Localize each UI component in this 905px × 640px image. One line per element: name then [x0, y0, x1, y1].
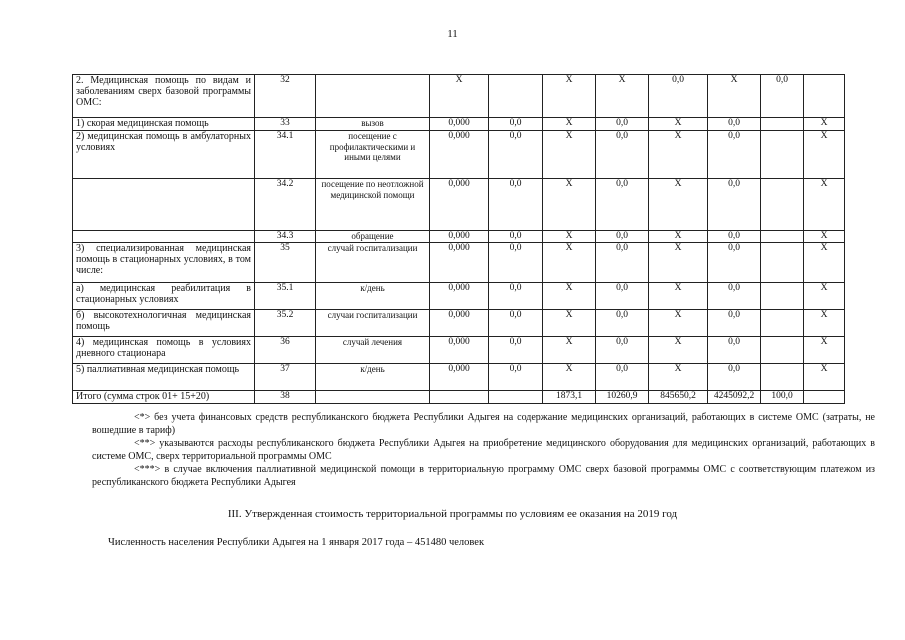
footnote-2: <**> указываются расходы республиканского бюджета Республики Адыгея на приобретение медицинского оборудования для медицинских организаций, работающих в системе ОМС, сверх территориальной программы ОМС — [92, 438, 875, 462]
row-value — [761, 364, 804, 391]
row-volume: 0,000 — [430, 231, 489, 243]
row-value — [761, 337, 804, 364]
row-code: 36 — [255, 337, 316, 364]
row-value — [489, 391, 543, 404]
row-value: X — [804, 179, 845, 231]
footnotes — [92, 411, 875, 489]
table-row — [73, 391, 845, 404]
row-volume: 0,000 — [430, 118, 489, 131]
row-unit — [316, 391, 430, 404]
row-value: X — [543, 364, 596, 391]
table-row — [73, 283, 845, 310]
program-cost-table — [72, 74, 845, 404]
row-value: 0,0 — [489, 337, 543, 364]
table-row — [73, 364, 845, 391]
row-value: X — [596, 75, 649, 118]
row-code: 35 — [255, 243, 316, 283]
row-value: 0,0 — [489, 231, 543, 243]
row-volume: 0,000 — [430, 243, 489, 283]
row-value: 0,0 — [489, 179, 543, 231]
row-value: 0,0 — [708, 243, 761, 283]
row-name — [73, 231, 255, 243]
row-value — [489, 75, 543, 118]
row-value: 0,0 — [708, 310, 761, 337]
row-value: 845650,2 — [649, 391, 708, 404]
row-value — [761, 310, 804, 337]
row-value: 0,0 — [489, 283, 543, 310]
row-volume: X — [430, 75, 489, 118]
row-unit: к/день — [316, 364, 430, 391]
row-value: 0,0 — [489, 243, 543, 283]
row-value: X — [543, 337, 596, 364]
row-value: 0,0 — [708, 283, 761, 310]
row-code: 33 — [255, 118, 316, 131]
row-code: 35.1 — [255, 283, 316, 310]
table-row — [73, 131, 845, 179]
footnote-3: <***> в случае включения паллиативной медицинской помощи в территориальную программу ОМС сверх базовой программы ОМС с соответствующим платежом из республиканского бюджета Республики Адыгея — [92, 464, 875, 488]
row-value: 0,0 — [489, 118, 543, 131]
row-value: X — [649, 337, 708, 364]
row-value: X — [543, 231, 596, 243]
row-value: 4245092,2 — [708, 391, 761, 404]
table-row — [73, 179, 845, 231]
row-name: 5) паллиативная медицинская помощь — [73, 364, 255, 391]
row-value — [761, 118, 804, 131]
row-name: Итого (сумма строк 01+ 15+20) — [73, 391, 255, 404]
row-value — [761, 283, 804, 310]
row-name: 3) специализированная медицинская помощь в стационарных условиях, в том числе: — [73, 243, 255, 283]
row-value: X — [804, 337, 845, 364]
row-value: 0,0 — [596, 364, 649, 391]
row-value: 0,0 — [708, 364, 761, 391]
row-value: X — [708, 75, 761, 118]
row-value: X — [804, 231, 845, 243]
row-name — [73, 179, 255, 231]
row-volume: 0,000 — [430, 364, 489, 391]
row-value: X — [649, 131, 708, 179]
row-value: X — [804, 118, 845, 131]
row-value: 0,0 — [489, 131, 543, 179]
row-code: 35.2 — [255, 310, 316, 337]
row-value: 0,0 — [596, 283, 649, 310]
row-value: 0,0 — [596, 118, 649, 131]
row-volume: 0,000 — [430, 337, 489, 364]
row-value: 0,0 — [489, 310, 543, 337]
row-value: X — [543, 310, 596, 337]
row-value: X — [543, 283, 596, 310]
row-value — [761, 131, 804, 179]
row-value: X — [543, 75, 596, 118]
row-code: 32 — [255, 75, 316, 118]
row-value: X — [649, 310, 708, 337]
table-row — [73, 231, 845, 243]
row-value: X — [543, 118, 596, 131]
row-value: X — [804, 243, 845, 283]
row-value: 0,0 — [708, 179, 761, 231]
row-volume: 0,000 — [430, 131, 489, 179]
row-value: 0,0 — [649, 75, 708, 118]
row-value: X — [649, 179, 708, 231]
row-value: X — [543, 243, 596, 283]
row-unit: посещение по неотложной медицинской помощи — [316, 179, 430, 231]
row-value — [804, 391, 845, 404]
row-value: 1873,1 — [543, 391, 596, 404]
row-value: X — [649, 243, 708, 283]
row-name: б) высокотехнологичная медицинская помощь — [73, 310, 255, 337]
row-unit: случай госпитализации — [316, 243, 430, 283]
row-value: 0,0 — [761, 75, 804, 118]
row-volume: 0,000 — [430, 310, 489, 337]
row-unit: к/день — [316, 283, 430, 310]
row-code: 38 — [255, 391, 316, 404]
row-value: 0,0 — [596, 337, 649, 364]
row-value: X — [543, 179, 596, 231]
row-name: а) медицинская реабилитация в стационарных условиях — [73, 283, 255, 310]
population-statement: Численность населения Республики Адыгея на 1 января 2017 года – 451480 человек — [108, 537, 485, 548]
row-value: 0,0 — [489, 364, 543, 391]
row-value — [804, 75, 845, 118]
row-value — [761, 231, 804, 243]
row-value: 100,0 — [761, 391, 804, 404]
row-name: 2. Медицинская помощь по видам и заболеваниям сверх базовой программы ОМС: — [73, 75, 255, 118]
row-value: X — [804, 364, 845, 391]
page-number: 11 — [447, 28, 458, 40]
row-value: X — [649, 283, 708, 310]
row-value — [761, 179, 804, 231]
row-value: 0,0 — [708, 231, 761, 243]
row-value: 0,0 — [596, 231, 649, 243]
row-unit — [316, 75, 430, 118]
section-heading: III. Утвержденная стоимость территориальной программы по условиям ее оказания на 2019 год — [227, 508, 678, 520]
row-value: X — [804, 283, 845, 310]
row-volume — [430, 391, 489, 404]
row-value: X — [649, 231, 708, 243]
row-volume: 0,000 — [430, 179, 489, 231]
row-value: 0,0 — [708, 131, 761, 179]
row-code: 34.2 — [255, 179, 316, 231]
row-value: 0,0 — [596, 131, 649, 179]
row-name: 2) медицинская помощь в амбулаторных условиях — [73, 131, 255, 179]
row-volume: 0,000 — [430, 283, 489, 310]
row-unit: обращение — [316, 231, 430, 243]
footnote-1: <*> без учета финансовых средств республиканского бюджета Республики Адыгея на содержание медицинских организаций, работающих в системе ОМС (затраты, не вошедшие в тариф) — [92, 412, 875, 436]
row-code: 37 — [255, 364, 316, 391]
table-row — [73, 243, 845, 283]
row-name: 1) скорая медицинская помощь — [73, 118, 255, 131]
row-value: X — [804, 131, 845, 179]
table-row — [73, 337, 845, 364]
table-row — [73, 310, 845, 337]
row-value: 0,0 — [708, 337, 761, 364]
table-row — [73, 118, 845, 131]
row-value — [761, 243, 804, 283]
row-value: X — [649, 118, 708, 131]
row-unit: случаи госпитализации — [316, 310, 430, 337]
row-value: 0,0 — [596, 179, 649, 231]
row-value: 0,0 — [708, 118, 761, 131]
row-value: X — [543, 131, 596, 179]
row-value: X — [804, 310, 845, 337]
row-unit: случай лечения — [316, 337, 430, 364]
row-value: 0,0 — [596, 310, 649, 337]
row-value: X — [649, 364, 708, 391]
row-code: 34.1 — [255, 131, 316, 179]
row-unit: вызов — [316, 118, 430, 131]
row-value: 10260,9 — [596, 391, 649, 404]
row-name: 4) медицинская помощь в условиях дневного стационара — [73, 337, 255, 364]
table-row — [73, 75, 845, 118]
row-value: 0,0 — [596, 243, 649, 283]
row-unit: посещение с профилактическими и иными целями — [316, 131, 430, 179]
row-code: 34.3 — [255, 231, 316, 243]
